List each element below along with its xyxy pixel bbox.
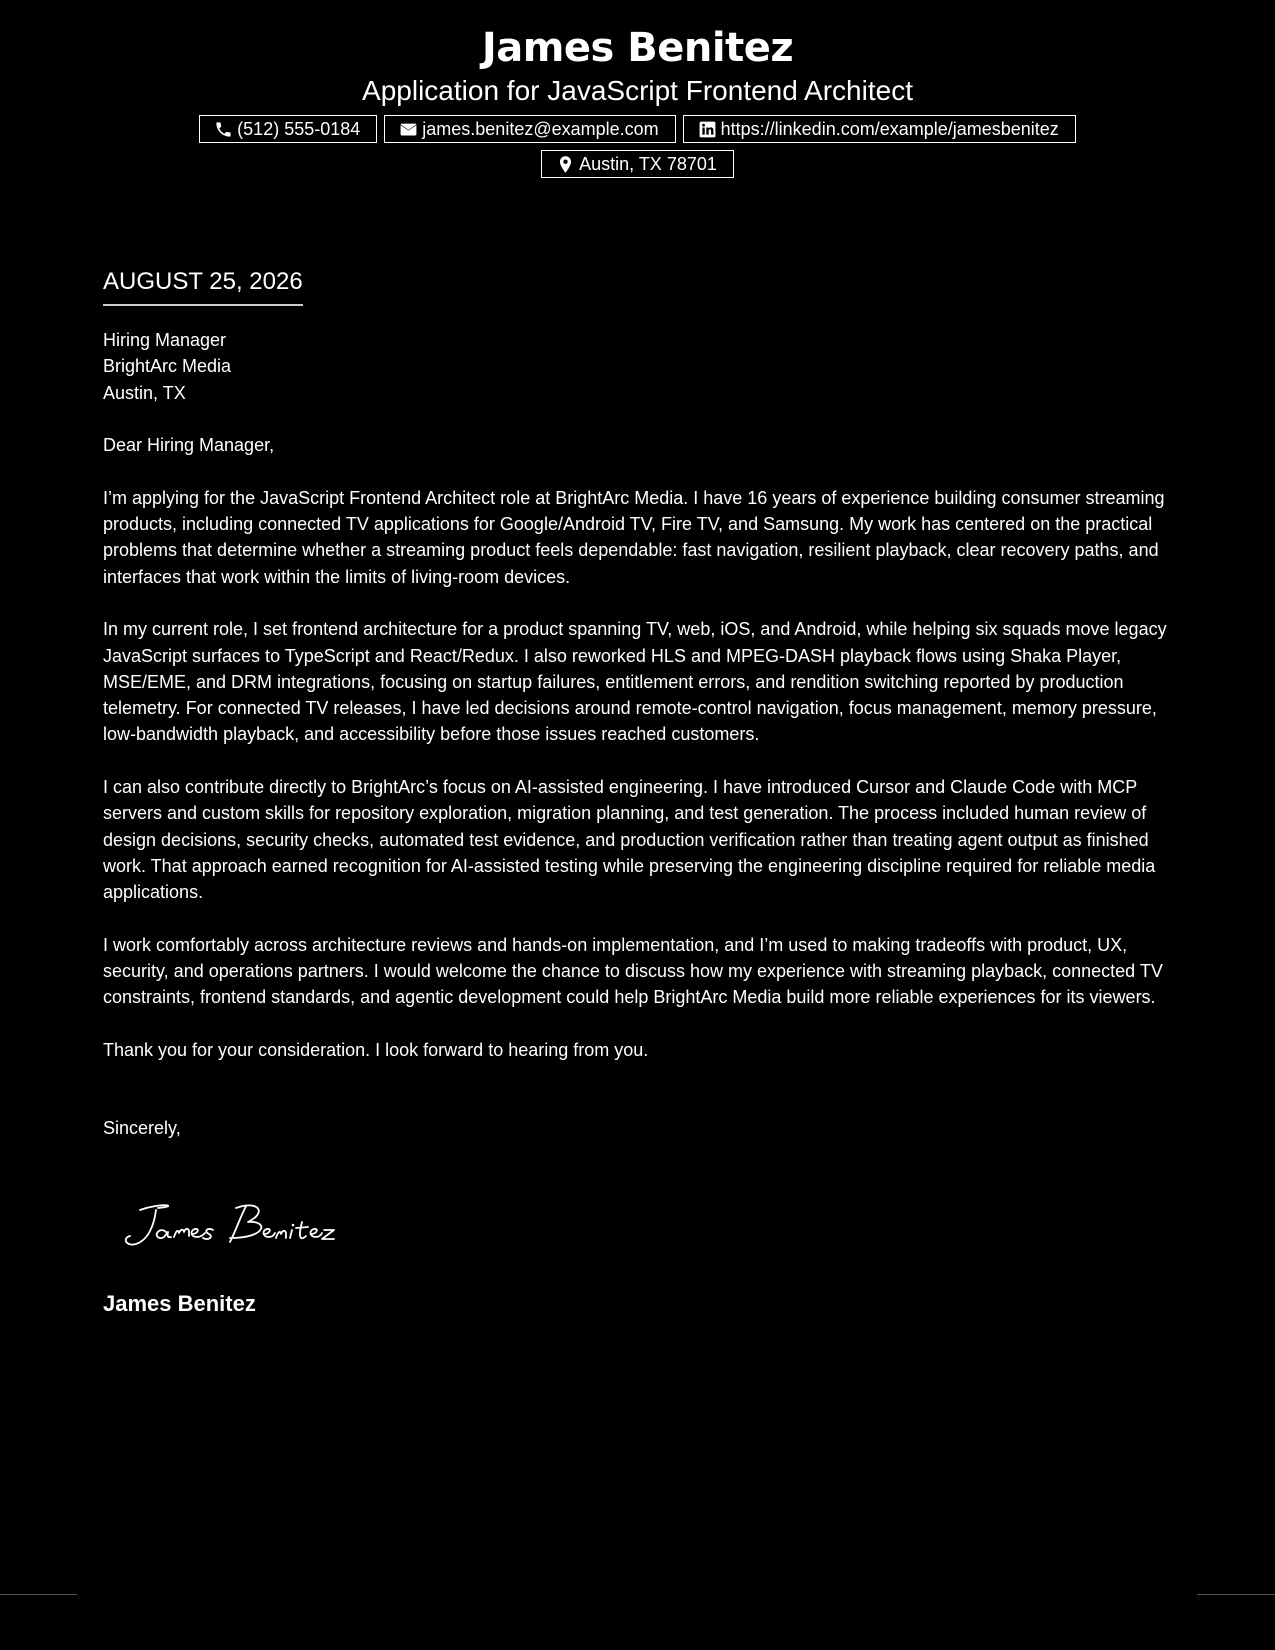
letter-date: AUGUST 25, 2026: [103, 266, 303, 306]
contact-row: [0, 115, 1275, 143]
paragraph-5: Thank you for your consideration. I look forward to hearing from you.: [103, 1040, 649, 1061]
contact-email[interactable]: [384, 115, 675, 143]
closing: Sincerely,: [103, 1118, 181, 1139]
contact-phone-text: (512) 555-0184: [237, 119, 361, 139]
signature-image: [118, 1198, 348, 1258]
paragraph-3: I can also contribute directly to BrightArc’s focus on AI-assisted engineering. I have introduced Cursor and Claude Code with MCP servers and custom skills for repository exploration, migration planning, and test generation. The process included human review of design decisions, security checks, automated test evidence, and production verification rather than treating agent output as finished work. That approach earned recognition for AI-assisted testing while preserving the engineering discipline required for reliable media applications.: [103, 777, 1156, 903]
envelope-icon: [399, 120, 418, 139]
contact-row-2: [0, 150, 1275, 178]
footer-rule-left: [0, 1594, 77, 1595]
phone-icon: [214, 120, 233, 139]
contact-linkedin[interactable]: [683, 115, 1076, 143]
paragraph-2: In my current role, I set frontend architecture for a product spanning TV, web, iOS, and Android, while helping six squads move legacy JavaScript surfaces to TypeScript and React/Redux. I also reworked HLS and MPEG-DASH playback flows using Shaka Player, MSE/EME, and DRM integrations, focusing on startup failures, entitlement errors, and rendition switching reported by production telemetry. For connected TV releases, I have led decisions around remote-control navigation, focus management, memory pressure, low-bandwidth playback, and accessibility before those issues reached customers.: [103, 619, 1167, 745]
letter-header: [0, 22, 1275, 178]
recipient-location: Austin, TX: [103, 382, 186, 403]
contact-email-text: james.benitez@example.com: [422, 119, 659, 139]
contact-linkedin-text: https://linkedin.com/example/jamesbenitez: [720, 119, 1059, 139]
paragraph-1: I’m applying for the JavaScript Frontend Architect role at BrightArc Media. I have 16 years of experience building consumer streaming products, including connected TV applications for Google/Android TV, Fire TV, and Samsung. My work has centered on the practical problems that determine whether a streaming product feels dependable: fast navigation, resilient playback, clear recovery paths, and interfaces that work within the limits of living-room devices.: [103, 487, 1165, 587]
letter-body: [103, 327, 1183, 1142]
footer-rule-right: [1197, 1594, 1275, 1595]
recipient-title: Hiring Manager: [103, 330, 227, 350]
salutation: Dear Hiring Manager,: [103, 435, 275, 456]
contact-location: [541, 150, 734, 178]
paragraph-4: I work comfortably across architecture reviews and hands-on implementation, and I’m used to making tradeoffs with product, UX, security, and operations partners. I would welcome the chance to discuss how my experience with streaming playback, connected TV constraints, frontend standards, and agentic development could help BrightArc Media build more reliable experiences for its viewers.: [103, 934, 1163, 1008]
applicant-name: James Benitez: [481, 25, 794, 71]
recipient-company: BrightArc Media: [103, 356, 232, 377]
contact-phone[interactable]: [199, 115, 377, 143]
signed-name: James Benitez: [103, 1291, 256, 1316]
recipient-block: [103, 327, 1183, 406]
application-title: Application for JavaScript Frontend Architect: [362, 75, 913, 106]
contact-location-text: Austin, TX 78701: [579, 154, 717, 174]
map-marker-icon: [556, 155, 575, 174]
linkedin-icon: [698, 120, 717, 139]
